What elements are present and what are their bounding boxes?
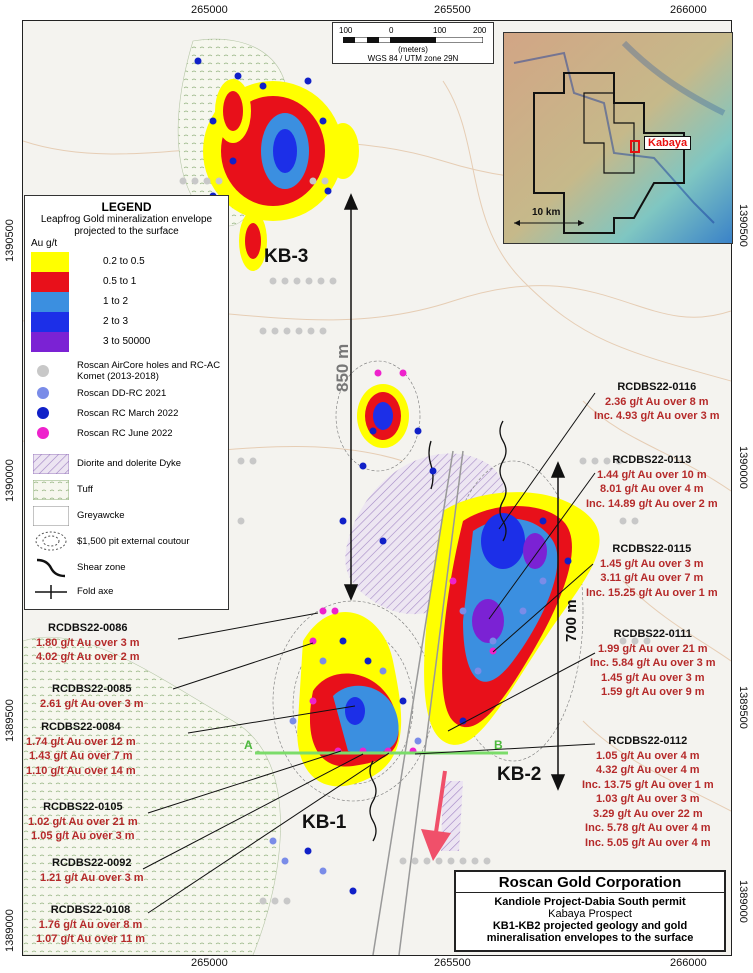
callout-intercept: 1.02 g/t Au over 21 m (28, 815, 138, 828)
callout-hole-id: RCDBS22-0108 (50, 904, 131, 916)
callout-intercept: 8.01 g/t Au over 4 m (600, 483, 704, 495)
legend-unit: Au g/t (31, 238, 58, 249)
legend-fold-axe-symbol (33, 582, 69, 602)
legend-rc-june-symbol (33, 426, 53, 440)
callout-intercept: 4.02 g/t Au over 2 m (36, 651, 140, 663)
legend-dyke-label: Diorite and dolerite Dyke (77, 458, 182, 469)
callout-hole-id: RCDBS22-0116 (617, 381, 697, 393)
callout-intercept: 2.61 g/t Au over 3 m (40, 697, 144, 710)
callout-intercept: 1.43 g/t Au over 7 m (29, 750, 133, 762)
x-tick-top-3: 266000 (670, 4, 707, 16)
legend-greywacke-symbol (33, 506, 69, 526)
map-description: KB1-KB2 projected geology and gold mineralisation envelopes to the surface (486, 920, 694, 944)
legend-label-grade-3: 1 to 2 (103, 296, 129, 307)
callout-intercept: 1.74 g/t Au over 12 m (26, 735, 136, 748)
callout-hole-id: RCDBS22-0084 (41, 721, 121, 733)
prospect-name: Kabaya Prospect (548, 908, 632, 920)
callout-intercept: Inc. 13.75 g/t Au over 1 m (582, 778, 714, 791)
callout-intercept: 1.45 g/t Au over 3 m (600, 557, 704, 570)
callout-hole-id: RCDBS22-0105 (43, 801, 123, 813)
callout-rcdbs22-0105 (28, 800, 138, 844)
x-tick-bottom-3: 266000 (670, 957, 707, 969)
legend-pit-contour-symbol (33, 530, 69, 552)
scale-bar (332, 22, 494, 64)
callout-intercept: Inc. 4.93 g/t Au over 3 m (594, 410, 720, 422)
callout-intercept: 1.59 g/t Au over 9 m (601, 686, 705, 698)
y-tick-right-2: 1390000 (737, 446, 749, 489)
y-tick-right-4: 1389000 (737, 880, 749, 923)
callout-intercept: 1.03 g/t Au over 3 m (596, 793, 700, 805)
scale-label-100-left: 100 (339, 26, 353, 35)
legend-swatch-grade-3 (31, 292, 69, 312)
callout-intercept: 3.29 g/t Au over 22 m (593, 807, 703, 820)
company-name: Roscan Gold Corporation (456, 872, 724, 893)
legend-greywacke-label: Greyawcke (77, 510, 125, 521)
project-name: Kandiole Project-Dabia South permit (494, 896, 686, 908)
y-tick-right-3: 1389500 (737, 686, 749, 729)
legend-dyke-symbol (33, 454, 69, 474)
legend-subtitle: Leapfrog Gold mineralization envelope projected to the surface (40, 214, 213, 237)
legend-aircore-label: Roscan AirCore holes and RC-AC Komet (2013-2018) (77, 360, 221, 382)
callout-hole-id: RCDBS22-0113 (612, 454, 692, 466)
callout-hole-id: RCDBS22-0111 (613, 628, 692, 640)
zone-label-kb1: KB-1 (302, 812, 347, 833)
callout-intercept: 2.36 g/t Au over 8 m (605, 395, 709, 408)
callout-rcdbs22-0116 (594, 380, 720, 424)
callout-intercept: 1.80 g/t Au over 3 m (36, 636, 140, 649)
callout-intercept: 1.21 g/t Au over 3 m (40, 871, 144, 884)
legend (24, 195, 229, 610)
callout-intercept: Inc. 14.89 g/t Au over 2 m (586, 497, 718, 510)
scale-projection: WGS 84 / UTM zone 29N (367, 54, 459, 63)
callout-intercept: Inc. 5.84 g/t Au over 3 m (590, 657, 716, 669)
legend-swatch-grade-4 (31, 312, 69, 332)
legend-label-grade-1: 0.2 to 0.5 (103, 256, 145, 267)
y-tick-left-4: 1389000 (4, 909, 16, 952)
legend-pit-contour-label: $1,500 pit external coutour (77, 536, 190, 547)
legend-label-grade-4: 2 to 3 (103, 316, 129, 327)
y-tick-left-3: 1389500 (4, 699, 16, 742)
callout-intercept: 1.99 g/t Au over 21 m (597, 642, 708, 655)
callout-hole-id: RCDBS22-0112 (608, 735, 688, 747)
x-tick-bottom-2: 265500 (434, 957, 471, 969)
dimension-label-850m: 850 m (333, 343, 352, 392)
middle-envelope (357, 384, 409, 448)
zone-label-kb3: KB-3 (264, 246, 309, 267)
callout-intercept: 1.10 g/t Au over 14 m (26, 764, 136, 777)
scale-label-0: 0 (389, 26, 394, 35)
callout-rcdbs22-0086 (36, 621, 140, 665)
legend-tuff-label: Tuff (77, 484, 93, 495)
legend-rc-june-label: Roscan RC June 2022 (77, 428, 173, 439)
y-tick-left-2: 1390000 (4, 459, 16, 502)
legend-fold-axe-label: Fold axe (77, 586, 114, 597)
scale-label-200: 200 (473, 26, 487, 35)
scale-bar-graphic (343, 37, 483, 43)
callout-rcdbs22-0092 (40, 856, 144, 885)
callout-intercept: 1.07 g/t Au over 11 m (36, 933, 146, 945)
callout-intercept: 1.76 g/t Au over 8 m (38, 918, 143, 931)
scale-label-100: 100 (433, 26, 447, 35)
scale-unit: (meters) (398, 45, 428, 54)
y-tick-left-1: 1390500 (4, 219, 16, 262)
legend-title: LEGEND (101, 200, 152, 214)
callout-rcdbs22-0111 (590, 627, 716, 700)
callout-rcdbs22-0115 (586, 542, 718, 600)
callout-hole-id: RCDBS22-0115 (612, 543, 692, 555)
x-tick-top-1: 265000 (191, 4, 228, 16)
callout-rcdbs22-0084 (26, 720, 136, 778)
x-tick-top-2: 265500 (434, 4, 471, 16)
legend-dd-rc-label: Roscan DD-RC 2021 (77, 388, 167, 399)
inset-place-label: Kabaya (644, 136, 691, 150)
legend-swatch-grade-2 (31, 272, 69, 292)
callout-intercept: 1.44 g/t Au over 10 m (597, 468, 707, 481)
legend-rc-march-label: Roscan RC March 2022 (77, 408, 179, 419)
callout-rcdbs22-0112 (582, 734, 714, 850)
legend-swatch-grade-5 (31, 332, 69, 352)
callout-intercept: Inc. 5.78 g/t Au over 4 m (585, 822, 711, 834)
legend-swatch-grade-1 (31, 252, 69, 272)
legend-label-grade-2: 0.5 to 1 (103, 276, 137, 287)
legend-rc-march-symbol (33, 406, 53, 420)
legend-aircore-symbol (33, 364, 53, 378)
zone-label-kb2: KB-2 (497, 764, 542, 785)
callout-intercept: 1.05 g/t Au over 4 m (596, 749, 700, 762)
callout-intercept: 4.32 g/t Au over 4 m (596, 764, 700, 776)
legend-shear-zone-symbol (33, 556, 69, 578)
callout-hole-id: RCDBS22-0092 (52, 857, 132, 869)
inset-distance-label: 10 km (532, 207, 561, 218)
y-tick-right-1: 1390500 (737, 204, 749, 247)
callout-hole-id: RCDBS22-0085 (52, 683, 132, 695)
callout-rcdbs22-0108 (36, 903, 145, 947)
callout-intercept: 1.45 g/t Au over 3 m (601, 671, 705, 684)
callout-intercept: Inc. 5.05 g/t Au over 4 m (585, 836, 711, 849)
callout-rcdbs22-0113 (586, 453, 718, 511)
legend-tuff-symbol (33, 480, 69, 500)
callout-intercept: 1.05 g/t Au over 3 m (31, 830, 135, 842)
callout-intercept: Inc. 15.25 g/t Au over 1 m (586, 586, 718, 599)
section-label-a: A (244, 738, 253, 752)
x-tick-bottom-1: 265000 (191, 957, 228, 969)
callout-intercept: 3.11 g/t Au over 7 m (600, 572, 704, 584)
legend-dd-rc-symbol (33, 386, 53, 400)
inset-map (503, 32, 733, 244)
dimension-label-700m: 700 m (563, 599, 580, 642)
section-label-b: B (494, 738, 503, 752)
callout-hole-id: RCDBS22-0086 (48, 622, 128, 634)
legend-label-grade-5: 3 to 50000 (103, 336, 151, 347)
legend-shear-zone-label: Shear zone (77, 562, 126, 573)
title-block (454, 870, 726, 952)
callout-rcdbs22-0085 (40, 682, 144, 711)
